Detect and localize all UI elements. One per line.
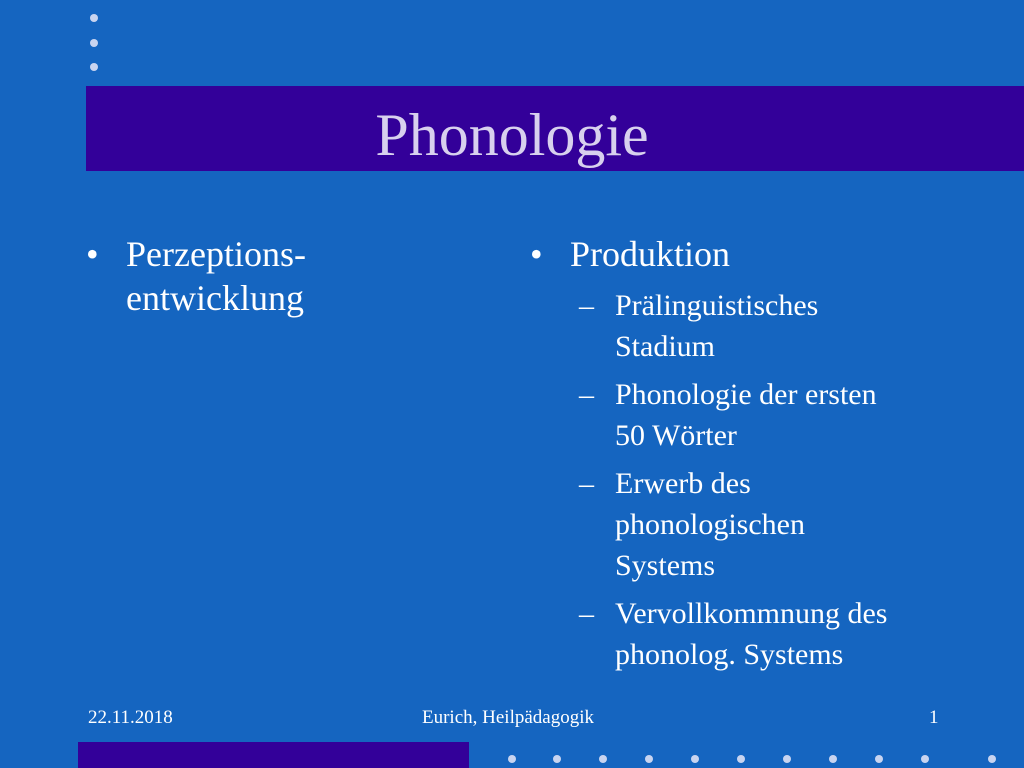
decor-dot [90, 14, 98, 22]
decor-dot [90, 63, 98, 71]
sub-line: Vervollkommnung des [615, 597, 888, 630]
bullet-marker: • [530, 234, 543, 274]
sub-line: Systems [615, 549, 716, 582]
dash-marker: – [579, 467, 594, 500]
footer-page-number: 1 [929, 707, 939, 728]
left-bullet [86, 232, 466, 320]
decor-dot [691, 755, 699, 763]
decor-dot [829, 755, 837, 763]
decor-dot [553, 755, 561, 763]
bottom-bar [78, 742, 469, 768]
decor-dot [875, 755, 883, 763]
bullet-marker: • [86, 234, 99, 274]
sub-line: Stadium [615, 330, 716, 363]
footer-date: 22.11.2018 [88, 707, 173, 728]
decor-dot [645, 755, 653, 763]
decor-dot [737, 755, 745, 763]
sub-line: 50 Wörter [615, 419, 737, 452]
slide-title: Phonologie [375, 102, 649, 168]
sub-line: Prälinguistisches [615, 289, 819, 322]
dash-marker: – [579, 289, 594, 322]
sub-bullet-item [579, 285, 1010, 367]
sub-bullet-item [579, 374, 1010, 456]
decor-dot [599, 755, 607, 763]
left-column [86, 232, 466, 320]
decor-dot [783, 755, 791, 763]
right-column [530, 232, 1010, 682]
decor-dot [921, 755, 929, 763]
dash-marker: – [579, 597, 594, 630]
sub-bullet-list [579, 285, 1010, 675]
bullet-heading: Produktion [570, 234, 731, 274]
sub-line: Erwerb des [615, 467, 751, 500]
decor-dot [90, 39, 98, 47]
bullet-text-line: Perzeptions- [126, 234, 306, 274]
sub-bullet-item [579, 463, 1010, 586]
bullet-text-line: entwicklung [126, 278, 304, 318]
decor-dot [988, 755, 996, 763]
sub-line: phonologischen [615, 508, 805, 541]
dash-marker: – [579, 378, 594, 411]
footer-author: Eurich, Heilpädagogik [422, 707, 595, 728]
sub-line: phonolog. Systems [615, 638, 844, 671]
right-bullet [530, 232, 1010, 276]
decor-dot [508, 755, 516, 763]
sub-bullet-item [579, 593, 1010, 675]
sub-line: Phonologie der ersten [615, 378, 877, 411]
